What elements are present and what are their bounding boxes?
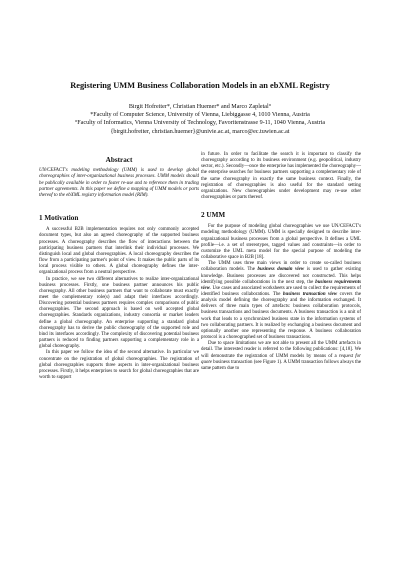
p2-text-c: . Use cases and associated worksheets are used to collect the requirements of identified business collaborations. The [201, 285, 361, 297]
abstract-heading: Abstract [105, 156, 133, 164]
author-block [20, 103, 380, 136]
section-1-heading: 1 Motivation [39, 214, 79, 223]
term-business-requirements-view: business requirements view [201, 279, 361, 291]
p3-text-a: Due to space limitations we are not able to present all the UMM artefacts in detail. The interested reader is referred to the following publications: [4,18]. We will demonstrate the registration of UMM models by means of a [201, 341, 361, 359]
author-emails: {birgit.hofreiter, christian.huemer}@univie.ac.at, marco@ec.tuwien.ac.at [110, 128, 290, 135]
section-2-paragraph-2 [201, 261, 361, 341]
paper-title: Registering UMM Business Collaboration Models in an ebXML Registry [70, 81, 330, 90]
p3-text-b: business transaction (see Figure 1). A UMM transaction follows always the same pattern due to [201, 359, 361, 371]
term-request-for-quote: request for quote [201, 353, 361, 365]
p2-text-b: is used to gather existing knowledge. Business processes are discovered not constructed. This helps identifying possible collaborations in the next step, the [201, 267, 361, 285]
section-1-paragraph-3: In this paper we follow the idea of the second alternative. In particular we concentrate on the registration of global choreographies. The registration of global choreographies supports three aspects in inter-organizational business processes. Firstly, it helps enterprises to search for global choreographies that are worth to support [39, 350, 199, 380]
author-names: Birgit Hofreiter*, Christian Huemer* and Marco Zapletal° [128, 104, 272, 110]
p2-text-a: The UMM uses three main views in order to create so-called business collaboration models. The [201, 261, 361, 273]
term-business-transaction-view: business transaction view [283, 291, 338, 297]
section-2-paragraph-3 [201, 341, 361, 372]
left-column [39, 155, 199, 381]
affiliation-vienna: *Faculty of Computer Science, University of Vienna, Liebiggasse 4, 1010 Vienna, Austria [90, 112, 310, 119]
abstract-text: UN/CEFACT's modeling methodology (UMM) is used to develop global choreographies of inter-organizational business processes. UMM models should be publically available in order to foster re-use and to reference them in trading partner agreements. In this paper we define a mapping of UMM models or parts thereof to the ebXML registry information model (RIM). [39, 168, 199, 198]
term-business-domain-view: business domain view [257, 267, 305, 273]
affiliation-tuwien: °Faculty of Informatics, Vienna University of Technology, Favoritenstrasse 9-11, 1040 Vienna, Austria [74, 120, 326, 127]
p2-text-d: covers the analysis model defining the choreography and the information exchanged. It delivers of three main types of artefacts: business collaboration protocols, business transactions and business documents. A business transaction is a unit of work that leads to a synchronized business state in the information systems of two collaborating partners. It is realized by exchanging a business document and optionally another one representing the response. A business collaboration protocol is a choreographed set of business transactions. [201, 291, 361, 341]
right-column [201, 152, 361, 372]
section-1-continuation: in future. In order to facilitate the search it is important to classify the choreography according to its business environment (e.g. geopolitical, industry sector, etc.). Secondly—once the enterprise has implemented the choreography—the enterprise searches for business partners supporting a complementary role of the same choreography in exactly the same business context. Finally, the registration of choreographies is also useful for the standard setting organizations. New choreographies under development may re-use other choreographies or parts thereof. [201, 152, 361, 201]
section-2-paragraph-1: For the purpose of modeling global choreographies we use UN/CEFACT's modeling methodology (UMM). UMM is specially designed to describe inter-organizational business processes from a global perspective. It defines a UML profile—i.e. a set of stereotypes, tagged values and constraints—in order to customize the UML meta model for the special purpose of modeling the collaborative space in B2B [18]. [201, 224, 361, 261]
section-2-heading: 2 UMM [201, 211, 226, 220]
section-1-paragraph-1: A successful B2B implementation requires not only commonly accepted document types, but also an agreed choreography of the supported business processes. A choreography describes the flow of interactions between the participating business partners that interlink their individual processes. We distinguish local and global choreographies. A local choreography describes the flow from a participating partner's point of view. It makes the public parts of its local process visible to others. A global choreography defines the inter-organizational process from a neutral perspective. [39, 227, 199, 276]
section-1-paragraph-2: In practice, we see two different alternatives to realize inter-organizational business processes. Firstly, one business partner announces his public choreography. All other business partners that want to collaborate must exactly meet the complementary role(s) and adapt their interfaces accordingly. Discovering potential business partners requires complex comparisons of public choreographies. The second approach is based on well accepted global choreographies. Standards organizations, industry consortia or market leaders define a global choreography. An enterprise supporting a standard global choreography has to derive the public choreography of the supported role and bind its interfaces accordingly. The complexity of discovering potential business partners is reduced to finding partners supporting a complementary role in a global choreography. [39, 276, 199, 350]
